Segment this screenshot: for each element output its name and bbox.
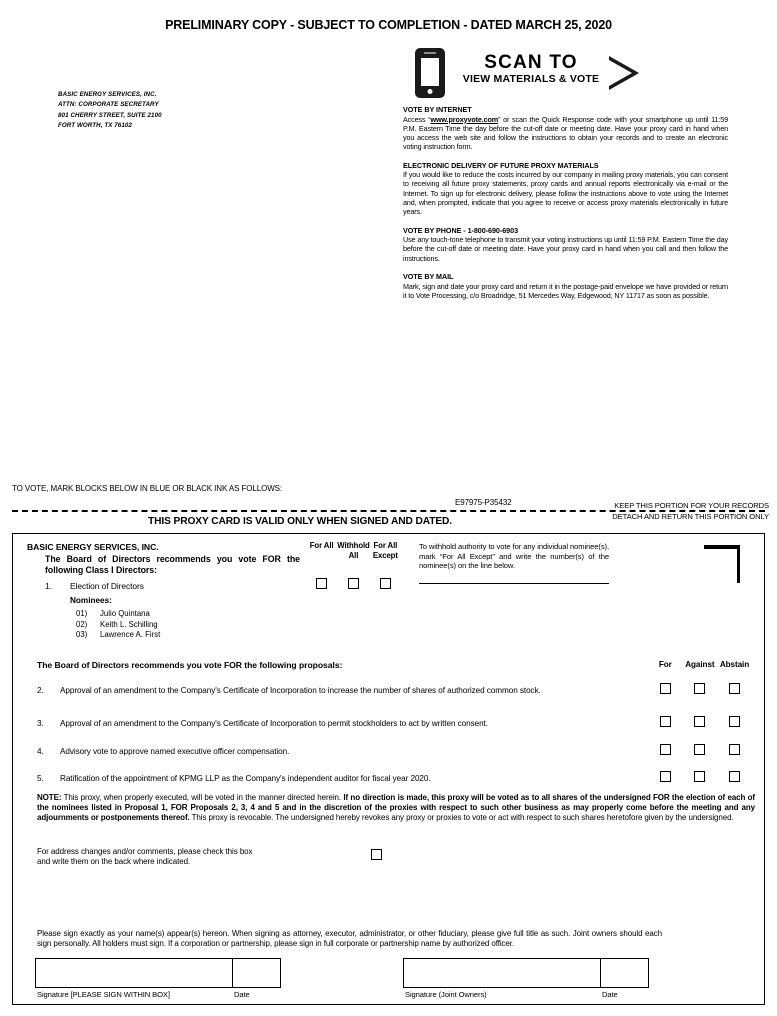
proposal-checkboxes bbox=[648, 771, 752, 782]
checkbox-proposal2-abstain[interactable] bbox=[729, 683, 740, 694]
nominee-name: Julio Quintana bbox=[100, 609, 150, 618]
checkbox-proposal4-for[interactable] bbox=[660, 744, 671, 755]
column-header-abstain: Abstain bbox=[719, 660, 750, 669]
vote-by-mail-body: Mark, sign and date your proxy card and return it in the postage-paid envelope we have provided or return it to Vote Processing, c/o Broadridge, 51 Mercedes Way, Edgewood, NY 11717 as soon as possible. bbox=[403, 281, 728, 300]
internet-body-post: ” or scan the Quick Response code with your smartphone up until 11:59 P.M. Eastern Time the day before the cut-off date or meeting date. Have your proxy card in hand when you access the web site and follow the instructions to obtain your records and to create an electronic voting instruction form. bbox=[403, 114, 728, 152]
scan-to-subline: VIEW MATERIALS & VOTE bbox=[462, 73, 600, 85]
checkbox-proposal4-against[interactable] bbox=[694, 744, 705, 755]
list-item bbox=[76, 620, 160, 631]
proposal-text: Ratification of the appointment of KPMG LLP as the Company's independent auditor for fiscal year 2020. bbox=[60, 774, 431, 783]
item1-for-all-except-cell bbox=[369, 578, 401, 589]
table-row bbox=[13, 719, 764, 747]
signature-label-joint: Signature (Joint Owners) bbox=[405, 990, 487, 999]
nominee-name: Keith L. Schilling bbox=[100, 619, 158, 629]
checkbox-proposal2-for[interactable] bbox=[660, 683, 671, 694]
checkbox-proposal3-abstain[interactable] bbox=[729, 716, 740, 727]
signature-instructions: Please sign exactly as your name(s) appear(s) hereon. When signing as attorney, executor, administrator, or other fiduciary, please give full title as such. Joint owners should each sign personally. All holders must sign. If a corporation or partnership, please sign in full corporate or partnership name by authorized officer. bbox=[37, 929, 662, 948]
card-company-name: BASIC ENERGY SERVICES, INC. bbox=[27, 542, 159, 552]
proposal-checkboxes bbox=[648, 683, 752, 694]
checkbox-item1-for-all-except[interactable] bbox=[380, 578, 391, 589]
nominee-name: Lawrence A. First bbox=[100, 630, 161, 640]
recommend-directors-text: The Board of Directors recommends you vote FOR the following Class I Directors: bbox=[45, 554, 300, 575]
director-vote-column-headers bbox=[306, 541, 401, 560]
signature-label-primary: Signature [PLEASE SIGN WITHIN BOX] bbox=[37, 990, 170, 999]
proposal2-for-cell bbox=[648, 683, 683, 694]
proposal5-for-cell bbox=[648, 771, 683, 782]
checkbox-proposal5-against[interactable] bbox=[694, 771, 705, 782]
date-field-primary[interactable] bbox=[233, 958, 281, 999]
nominee-index: 03) bbox=[76, 630, 88, 640]
address-change-label bbox=[37, 847, 367, 867]
smartphone-icon bbox=[415, 48, 445, 98]
checkbox-proposal5-for[interactable] bbox=[660, 771, 671, 782]
column-header-for: For bbox=[658, 660, 672, 669]
address-change-checkbox-cell bbox=[371, 847, 382, 865]
proposal-number: 4. bbox=[37, 747, 44, 756]
proposal4-against-cell bbox=[683, 744, 718, 755]
nominee-list bbox=[76, 609, 160, 641]
proposal-text: Approval of an amendment to the Company's Certificate of Incorporation to permit stockholders to act by written consent. bbox=[60, 719, 488, 728]
electronic-delivery-section bbox=[403, 161, 728, 217]
proposal-checkboxes bbox=[648, 744, 752, 755]
address-line-company: BASIC ENERGY SERVICES, INC. bbox=[58, 91, 157, 98]
phone-speaker bbox=[424, 52, 436, 54]
address-line-street: 801 CHERRY STREET, SUITE 2100 bbox=[58, 111, 162, 119]
phone-screen bbox=[420, 57, 440, 87]
valid-when-signed-note: THIS PROXY CARD IS VALID ONLY WHEN SIGNED AND DATED. bbox=[147, 516, 453, 527]
proxy-note bbox=[37, 793, 755, 822]
item1-for-all-cell bbox=[306, 578, 338, 589]
phone-home-button bbox=[428, 89, 433, 94]
page-title: PRELIMINARY COPY - SUBJECT TO COMPLETION - DATED MARCH 25, 2020 bbox=[165, 18, 612, 32]
nominee-index: 02) bbox=[76, 619, 88, 629]
corner-mark-vertical bbox=[737, 545, 741, 583]
date-field-joint[interactable] bbox=[601, 958, 649, 999]
checkbox-address-change[interactable] bbox=[371, 849, 382, 860]
date-label-joint: Date bbox=[602, 990, 618, 999]
checkbox-item1-withhold-all[interactable] bbox=[348, 578, 359, 589]
proposal5-abstain-cell bbox=[717, 771, 752, 782]
nominee-index: 01) bbox=[76, 609, 88, 618]
proposal2-abstain-cell bbox=[717, 683, 752, 694]
recipient-address-block bbox=[58, 90, 162, 132]
proxyvote-link[interactable]: www.proxyvote.com bbox=[430, 114, 499, 124]
control-number: E97975-P35432 bbox=[455, 498, 512, 507]
mark-instruction: TO VOTE, MARK BLOCKS BELOW IN BLUE OR BLACK INK AS FOLLOWS: bbox=[12, 484, 283, 493]
corner-mark-horizontal bbox=[704, 545, 740, 549]
address-change-line1: For address changes and/or comments, please check this box bbox=[37, 847, 253, 856]
proposal3-abstain-cell bbox=[717, 716, 752, 727]
column-header-for-all: For All bbox=[309, 541, 334, 550]
checkbox-item1-for-all[interactable] bbox=[316, 578, 327, 589]
proposal-number: 2. bbox=[37, 686, 44, 695]
vote-by-phone-section bbox=[403, 226, 728, 263]
signature-group-joint bbox=[403, 958, 649, 999]
date-label-primary: Date bbox=[234, 990, 250, 999]
address-change-line2: and write them on the back where indicated. bbox=[37, 857, 191, 866]
note-bold-direction: If no direction is made, this proxy will be voted as to all shares of the undersigned FOR the election of each of the nominees listed in Proposal 1, FOR Proposals 2, 3, 4 and 5 and in the discretion of the proxies with respect to such other business as may properly come before the meeting and any adjournments or postponements thereof. bbox=[37, 793, 755, 822]
vote-by-internet-section bbox=[403, 105, 728, 152]
proposal3-against-cell bbox=[683, 716, 718, 727]
proposal-number: 3. bbox=[37, 719, 44, 728]
checkbox-proposal3-for[interactable] bbox=[660, 716, 671, 727]
proposal2-against-cell bbox=[683, 683, 718, 694]
scan-to-vote-banner bbox=[413, 46, 643, 100]
proposal-checkboxes bbox=[648, 716, 752, 727]
note-part2: This proxy is revocable. The undersigned hereby revokes any proxy or proxies to vote or act with respect to such shares heretofore given by the undersigned. bbox=[189, 812, 734, 822]
detach-return-line2: DETACH AND RETURN THIS PORTION ONLY bbox=[612, 512, 769, 521]
item1-vote-checkboxes bbox=[306, 578, 401, 589]
nominees-heading: Nominees: bbox=[70, 596, 112, 605]
address-line-attn: ATTN: CORPORATE SECRETARY bbox=[58, 101, 159, 109]
scan-to-text bbox=[461, 52, 601, 86]
column-header-for-all-except: For All Except bbox=[372, 541, 398, 560]
list-item bbox=[76, 609, 160, 620]
checkbox-proposal4-abstain[interactable] bbox=[729, 744, 740, 755]
registration-corner-mark bbox=[704, 545, 740, 583]
column-header-withhold-all: Withhold All bbox=[337, 541, 370, 560]
proposal4-for-cell bbox=[648, 744, 683, 755]
vote-by-internet-heading: VOTE BY INTERNET bbox=[403, 105, 472, 114]
signature-area bbox=[13, 958, 764, 1004]
column-header-against: Against bbox=[685, 660, 715, 669]
note-label: NOTE: bbox=[37, 793, 62, 802]
address-line-city: FORT WORTH, TX 76102 bbox=[58, 122, 132, 130]
scan-to-headline: SCAN TO bbox=[484, 52, 578, 73]
proposal-vote-column-headers bbox=[648, 660, 752, 669]
proposal4-abstain-cell bbox=[717, 744, 752, 755]
play-arrow-icon bbox=[609, 56, 639, 90]
internet-body-pre: Access “ bbox=[403, 114, 431, 124]
proposal5-against-cell bbox=[683, 771, 718, 782]
recommend-proposals-text: The Board of Directors recommends you vote FOR the following proposals: bbox=[37, 660, 343, 670]
item1-number: 1. bbox=[45, 581, 52, 591]
proxy-card bbox=[12, 533, 765, 1005]
vote-by-mail-heading: VOTE BY MAIL bbox=[403, 272, 454, 282]
checkbox-proposal2-against[interactable] bbox=[694, 683, 705, 694]
electronic-delivery-body: If you would like to reduce the costs incurred by our company in mailing proxy materials, you can consent to receiving all future proxy statements, proxy cards and annual reports electronically via e-mail or the Internet. To sign up for electronic delivery, please follow the instructions above to vote using the Internet and, when prompted, indicate that you agree to receive or access proxy materials electronically in future years. bbox=[403, 170, 728, 217]
note-part1: This proxy, when properly executed, will be voted in the manner directed herein. bbox=[61, 793, 344, 802]
nominee-exception-write-in-line[interactable] bbox=[419, 583, 609, 584]
vote-instructions bbox=[403, 105, 728, 309]
vote-by-phone-body: Use any touch-tone telephone to transmit your voting instructions up until 11:59 P.M. Eastern Time the day before the cut-off date or meeting date. Have your proxy card in hand when you call and then follow the instructions. bbox=[403, 235, 728, 263]
item1-withhold-all-cell bbox=[338, 578, 370, 589]
withhold-authority-note: To withhold authority to vote for any individual nominee(s), mark “For All Except” and write the number(s) of the nominee(s) on the line below. bbox=[419, 542, 609, 571]
electronic-delivery-heading: ELECTRONIC DELIVERY OF FUTURE PROXY MATERIALS bbox=[403, 160, 599, 170]
item1-label: Election of Directors bbox=[70, 581, 144, 591]
vote-by-mail-section bbox=[403, 272, 728, 300]
signature-field-primary[interactable] bbox=[35, 958, 233, 999]
proposal3-for-cell bbox=[648, 716, 683, 727]
list-item bbox=[76, 630, 160, 641]
checkbox-proposal3-against[interactable] bbox=[694, 716, 705, 727]
table-row bbox=[13, 686, 764, 714]
proposal-number: 5. bbox=[37, 774, 44, 783]
signature-group-primary bbox=[35, 958, 281, 999]
proposal-text: Advisory vote to approve named executive officer compensation. bbox=[60, 747, 290, 756]
vote-by-internet-body bbox=[403, 115, 728, 152]
checkbox-proposal5-abstain[interactable] bbox=[729, 771, 740, 782]
signature-field-joint[interactable] bbox=[403, 958, 601, 999]
keep-portion-line1: KEEP THIS PORTION FOR YOUR RECORDS bbox=[614, 501, 769, 510]
detach-dashed-line bbox=[12, 510, 765, 512]
proposal-text: Approval of an amendment to the Company's Certificate of Incorporation to increase the number of shares of authorized common stock. bbox=[60, 686, 541, 695]
vote-by-phone-heading: VOTE BY PHONE - 1-800-690-6903 bbox=[403, 225, 519, 235]
